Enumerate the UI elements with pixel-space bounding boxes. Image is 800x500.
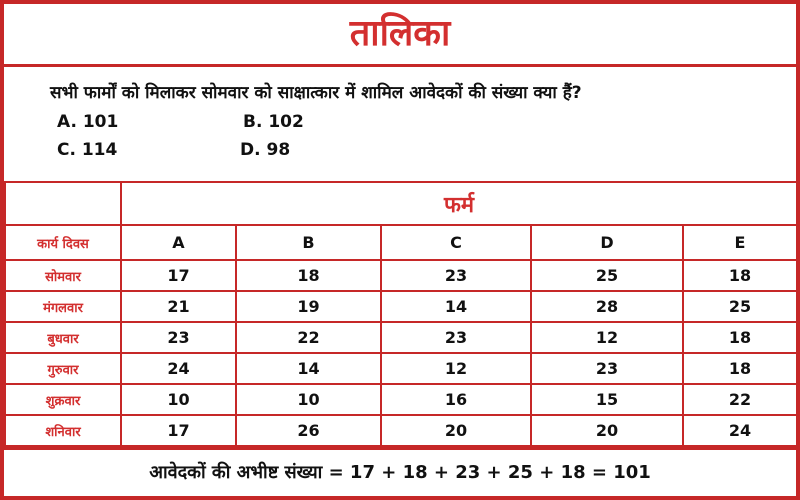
row-header-label: कार्य दिवस (5, 225, 121, 260)
option-a: A. 101 (57, 112, 119, 132)
table-cell: 10 (236, 384, 381, 415)
table-cell: 20 (381, 415, 531, 446)
page-title: तालिका (349, 13, 451, 54)
column-header-c: C (381, 225, 531, 260)
table-header-row (5, 225, 797, 260)
day-label: गुरुवार (5, 353, 121, 384)
firm-group-header: फर्म (121, 182, 797, 225)
table-cell: 14 (236, 353, 381, 384)
table-cell: 14 (381, 291, 531, 322)
table-cell: 21 (121, 291, 236, 322)
question-text: सभी फार्मों को मिलाकर सोमवार को साक्षात्कार में शामिल आवेदकों की संख्या क्या हैं? (50, 83, 582, 103)
day-label: सोमवार (5, 260, 121, 291)
table-cell: 12 (381, 353, 531, 384)
column-header-b: B (236, 225, 381, 260)
day-label: शुक्रवार (5, 384, 121, 415)
table-cell: 10 (121, 384, 236, 415)
table-cell: 15 (531, 384, 683, 415)
table-cell: 18 (683, 260, 797, 291)
table-row (5, 260, 797, 291)
table-cell: 26 (236, 415, 381, 446)
table-group-header-row (5, 182, 797, 225)
column-header-e: E (683, 225, 797, 260)
table-cell: 22 (683, 384, 797, 415)
table-row (5, 291, 797, 322)
table-cell: 18 (683, 322, 797, 353)
table-cell: 28 (531, 291, 683, 322)
table-cell: 24 (683, 415, 797, 446)
table-cell: 24 (121, 353, 236, 384)
table-cell: 25 (683, 291, 797, 322)
column-header-d: D (531, 225, 683, 260)
table-cell: 12 (531, 322, 683, 353)
table-cell: 23 (381, 322, 531, 353)
table-cell: 16 (381, 384, 531, 415)
table-cell: 17 (121, 260, 236, 291)
table-cell: 23 (531, 353, 683, 384)
table-cell: 18 (683, 353, 797, 384)
table-row (5, 415, 797, 446)
table-row (5, 384, 797, 415)
table-corner-cell (5, 182, 121, 225)
option-b: B. 102 (243, 112, 304, 132)
table-row (5, 353, 797, 384)
answer-explanation: आवेदकों की अभीष्ट संख्या = 17 + 18 + 23 + 25 + 18 = 101 (149, 462, 651, 483)
option-c: C. 114 (57, 140, 118, 160)
data-table (4, 181, 798, 447)
table-cell: 22 (236, 322, 381, 353)
table-cell: 23 (381, 260, 531, 291)
day-label: मंगलवार (5, 291, 121, 322)
day-label: शनिवार (5, 415, 121, 446)
day-label: बुधवार (5, 322, 121, 353)
table-cell: 17 (121, 415, 236, 446)
option-d: D. 98 (240, 140, 291, 160)
title-divider (0, 64, 800, 67)
table-cell: 23 (121, 322, 236, 353)
column-header-a: A (121, 225, 236, 260)
table-cell: 19 (236, 291, 381, 322)
table-cell: 18 (236, 260, 381, 291)
table-row (5, 322, 797, 353)
table-cell: 20 (531, 415, 683, 446)
table-cell: 25 (531, 260, 683, 291)
